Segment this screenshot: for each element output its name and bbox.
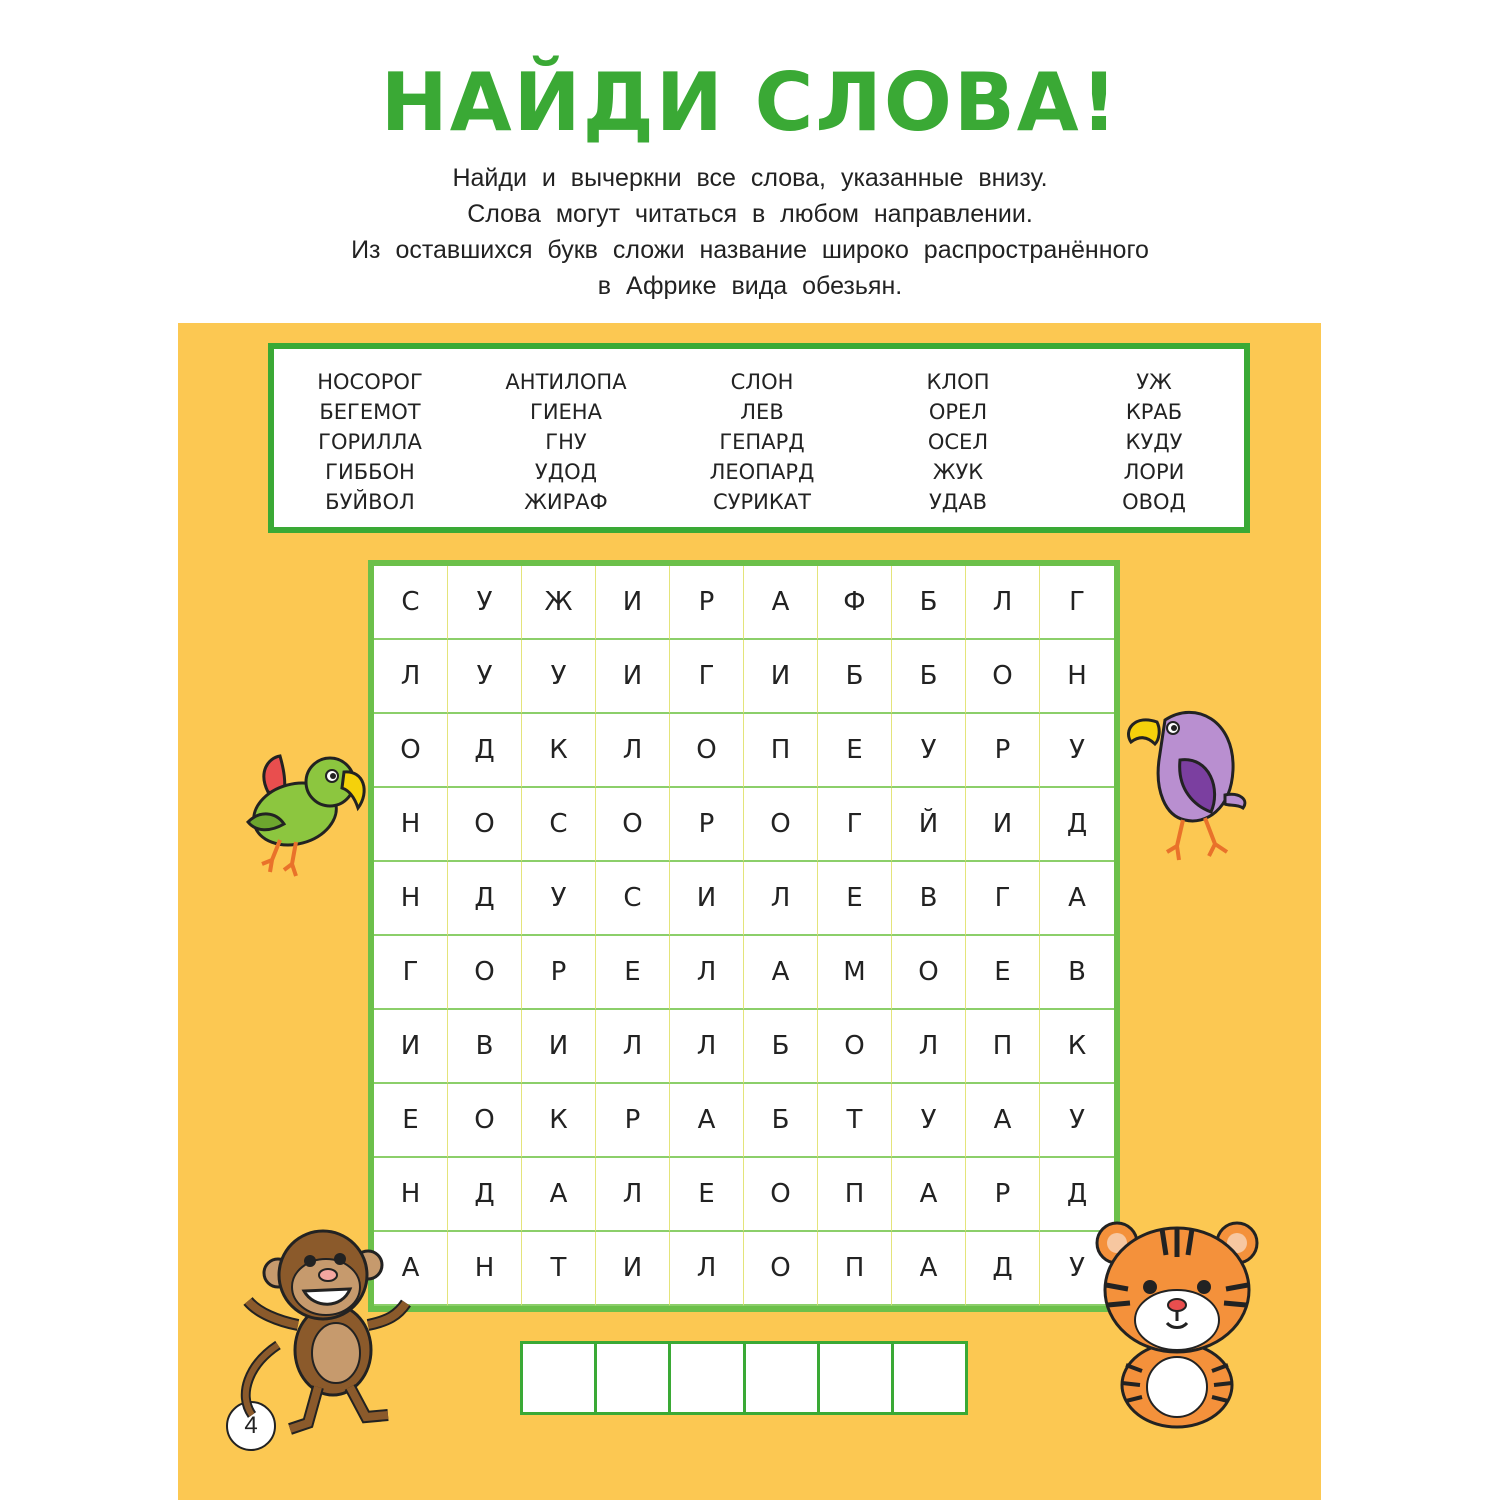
grid-cell: Л	[596, 714, 670, 788]
word-item: ЛЕВ	[740, 400, 784, 424]
answer-box[interactable]	[820, 1344, 894, 1412]
grid-cell: В	[448, 1010, 522, 1084]
grid-cell: Л	[966, 566, 1040, 640]
word-item: УДОД	[534, 460, 598, 484]
grid-cell: П	[818, 1158, 892, 1232]
word-column	[280, 367, 460, 517]
grid-cell: Р	[670, 566, 744, 640]
grid-cell: Л	[892, 1010, 966, 1084]
word-item: УДАВ	[929, 490, 987, 514]
grid-cell: И	[966, 788, 1040, 862]
grid-cell: О	[596, 788, 670, 862]
grid-cell: Г	[374, 936, 448, 1010]
word-item: СУРИКАТ	[713, 490, 811, 514]
grid-cell: О	[374, 714, 448, 788]
grid-cell: У	[892, 1084, 966, 1158]
grid-cell: А	[374, 1232, 448, 1306]
grid-cell: Е	[374, 1084, 448, 1158]
instruction-line: Слова могут читаться в любом направлении.	[467, 200, 1033, 228]
grid-cell: И	[744, 640, 818, 714]
grid-cell: О	[818, 1010, 892, 1084]
grid-cell: И	[522, 1010, 596, 1084]
grid-cell: Р	[966, 714, 1040, 788]
page-number: 4	[226, 1401, 276, 1451]
word-item: ЛОРИ	[1123, 460, 1185, 484]
grid-cell: Н	[374, 1158, 448, 1232]
grid-cell: Л	[596, 1010, 670, 1084]
word-item: АНТИЛОПА	[505, 370, 627, 394]
word-item: ЛЕОПАРД	[709, 460, 815, 484]
grid-cell: Р	[670, 788, 744, 862]
answer-box[interactable]	[523, 1344, 597, 1412]
word-item: ОВОД	[1122, 490, 1186, 514]
tiger-illustration	[1092, 1215, 1262, 1430]
grid-cell: К	[522, 1084, 596, 1158]
word-item: НОСОРОГ	[317, 370, 423, 394]
grid-cell: А	[744, 566, 818, 640]
word-item: ЖИРАФ	[524, 490, 608, 514]
grid-cell: О	[670, 714, 744, 788]
word-item: ГИББОН	[325, 460, 415, 484]
word-column	[1064, 367, 1244, 517]
word-item: КУДУ	[1125, 430, 1183, 454]
grid-cell: И	[670, 862, 744, 936]
grid-cell: У	[522, 862, 596, 936]
word-column	[868, 367, 1048, 517]
grid-cell: А	[744, 936, 818, 1010]
word-item: СЛОН	[730, 370, 794, 394]
grid-cell: Г	[1040, 566, 1114, 640]
word-item: КРАБ	[1125, 400, 1183, 424]
word-item: ГИЕНА	[530, 400, 602, 424]
grid-cell: Е	[670, 1158, 744, 1232]
word-item: ОРЕЛ	[928, 400, 988, 424]
answer-boxes	[520, 1341, 968, 1415]
monkey-illustration	[238, 1225, 413, 1440]
grid-cell: Н	[374, 788, 448, 862]
grid-cell: Л	[596, 1158, 670, 1232]
purple-parrot-illustration	[1125, 700, 1250, 870]
grid-cell: У	[892, 714, 966, 788]
word-item: УЖ	[1136, 370, 1172, 394]
grid-cell: Р	[596, 1084, 670, 1158]
grid-cell: О	[448, 936, 522, 1010]
grid-cell: С	[374, 566, 448, 640]
grid-cell: О	[448, 788, 522, 862]
instruction-line: Из оставшихся букв сложи название широко распространённого	[351, 236, 1149, 264]
grid-cell: Г	[670, 640, 744, 714]
grid-cell: Б	[744, 1084, 818, 1158]
grid-cell: Л	[670, 1010, 744, 1084]
instruction-line: Найди и вычеркни все слова, указанные внизу.	[452, 164, 1048, 192]
grid-cell: У	[1040, 1232, 1114, 1306]
word-list-box	[268, 343, 1250, 533]
word-item: ЖУК	[932, 460, 984, 484]
grid-cell: Д	[448, 1158, 522, 1232]
grid-cell: Д	[1040, 788, 1114, 862]
grid-cell: А	[670, 1084, 744, 1158]
grid-cell: И	[596, 566, 670, 640]
grid-cell: У	[448, 640, 522, 714]
word-search-grid	[368, 560, 1120, 1312]
grid-cell: Н	[374, 862, 448, 936]
grid-cell: Е	[966, 936, 1040, 1010]
grid-cell: О	[892, 936, 966, 1010]
grid-cell: Т	[818, 1084, 892, 1158]
grid-cell: Л	[670, 1232, 744, 1306]
grid-cell: А	[1040, 862, 1114, 936]
grid-cell: Д	[448, 714, 522, 788]
grid-cell: Й	[892, 788, 966, 862]
grid-cell: У	[1040, 714, 1114, 788]
grid-cell: Д	[448, 862, 522, 936]
grid-cell: И	[596, 640, 670, 714]
grid-cell: Е	[596, 936, 670, 1010]
grid-cell: Б	[818, 640, 892, 714]
grid-cell: О	[744, 1232, 818, 1306]
word-item: ОСЕЛ	[927, 430, 989, 454]
grid-cell: И	[596, 1232, 670, 1306]
instructions	[300, 160, 1200, 304]
grid-cell: О	[448, 1084, 522, 1158]
grid-cell: Г	[966, 862, 1040, 936]
grid-cell: Л	[744, 862, 818, 936]
grid-cell: А	[966, 1084, 1040, 1158]
grid-cell: К	[522, 714, 596, 788]
answer-box[interactable]	[746, 1344, 820, 1412]
page-title: НАЙДИ СЛОВА!	[380, 56, 1120, 149]
grid-cell: П	[744, 714, 818, 788]
grid-cell: А	[522, 1158, 596, 1232]
grid-cell: Е	[818, 714, 892, 788]
grid-cell: Р	[522, 936, 596, 1010]
grid-cell: У	[1040, 1084, 1114, 1158]
grid-cell: Т	[522, 1232, 596, 1306]
grid-cell: Д	[1040, 1158, 1114, 1232]
grid-cell: П	[818, 1232, 892, 1306]
grid-cell: Г	[818, 788, 892, 862]
answer-box[interactable]	[597, 1344, 671, 1412]
grid-cell: С	[596, 862, 670, 936]
grid-cell: К	[1040, 1010, 1114, 1084]
instruction-line: в Африке вида обезьян.	[597, 272, 903, 300]
grid-cell: О	[744, 1158, 818, 1232]
grid-cell: П	[966, 1010, 1040, 1084]
grid-cell: Л	[670, 936, 744, 1010]
answer-box[interactable]	[894, 1344, 965, 1412]
grid-cell: Б	[744, 1010, 818, 1084]
grid-cell: Л	[374, 640, 448, 714]
grid-cell: Н	[448, 1232, 522, 1306]
answer-box[interactable]	[671, 1344, 745, 1412]
grid-cell: Б	[892, 640, 966, 714]
grid-cell: О	[744, 788, 818, 862]
green-parrot-illustration	[240, 752, 370, 887]
grid-cell: Б	[892, 566, 966, 640]
grid-cell: У	[448, 566, 522, 640]
grid-cell: Е	[818, 862, 892, 936]
word-item: КЛОП	[926, 370, 990, 394]
word-item: ГОРИЛЛА	[318, 430, 422, 454]
grid-cell: Н	[1040, 640, 1114, 714]
word-column	[672, 367, 852, 517]
word-item: ГЕПАРД	[719, 430, 805, 454]
word-column	[476, 367, 656, 517]
grid-cell: Ж	[522, 566, 596, 640]
grid-cell: И	[374, 1010, 448, 1084]
grid-cell: В	[1040, 936, 1114, 1010]
grid-cell: Ф	[818, 566, 892, 640]
word-item: ГНУ	[545, 430, 587, 454]
grid-cell: В	[892, 862, 966, 936]
grid-cell: Д	[966, 1232, 1040, 1306]
grid-cell: О	[966, 640, 1040, 714]
word-item: БЕГЕМОТ	[319, 400, 421, 424]
grid-cell: С	[522, 788, 596, 862]
grid-cell: Р	[966, 1158, 1040, 1232]
grid-cell: М	[818, 936, 892, 1010]
grid-cell: У	[522, 640, 596, 714]
word-item: БУЙВОЛ	[325, 490, 415, 514]
grid-cell: А	[892, 1232, 966, 1306]
grid-cell: А	[892, 1158, 966, 1232]
